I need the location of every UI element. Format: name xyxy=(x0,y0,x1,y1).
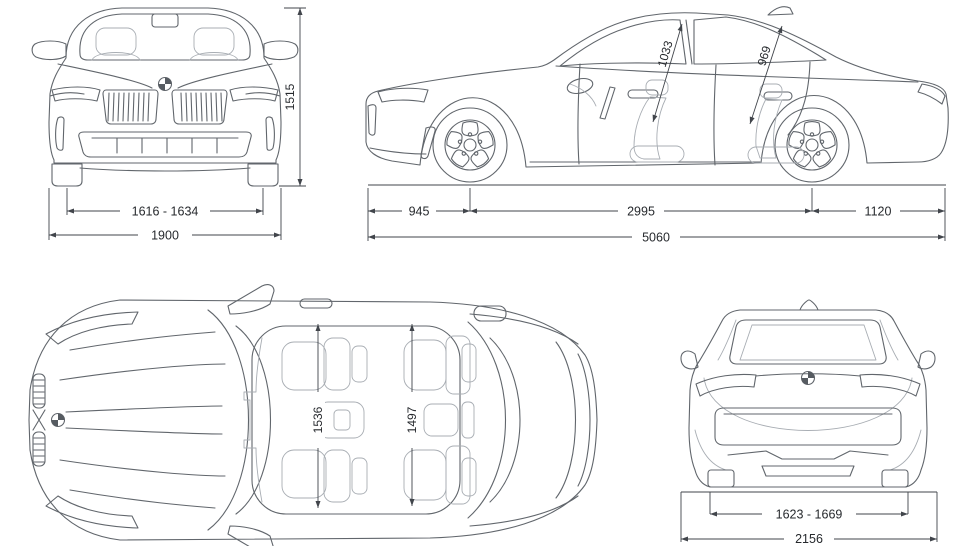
bumper-intake xyxy=(79,132,252,157)
rear-wheel-left xyxy=(708,470,734,487)
rear-car-body xyxy=(681,300,935,487)
mirror-bottom xyxy=(228,526,274,546)
dim-rear-width-label: 2156 xyxy=(795,532,823,546)
rear-window xyxy=(730,320,886,364)
kidney-grille-right xyxy=(172,90,227,124)
front-view xyxy=(0,0,330,250)
taillight-right xyxy=(860,374,920,396)
mirror-top xyxy=(228,285,274,314)
front-wheel-left xyxy=(52,164,82,186)
bmw-roundel-icon xyxy=(802,372,815,385)
dim-front-track xyxy=(67,188,263,219)
dim-rear-interior-width xyxy=(399,324,419,506)
taillight-left xyxy=(696,374,756,396)
dim-wheelbase xyxy=(470,205,812,219)
dim-front-interior-width-label: 1536 xyxy=(311,406,325,434)
front-car-body xyxy=(32,8,298,186)
side-view xyxy=(330,0,967,250)
trunk-lines xyxy=(556,342,590,498)
headlight xyxy=(378,88,428,102)
dim-length xyxy=(368,231,945,245)
dim-front-interior-width xyxy=(305,324,325,508)
dim-front-height-label: 1515 xyxy=(283,83,297,111)
dim-rear-track xyxy=(710,508,908,522)
kidney-grille-left xyxy=(103,90,158,124)
dim-front-overhang xyxy=(368,205,470,219)
side-car-body xyxy=(366,7,948,182)
corner-intake-left xyxy=(56,117,64,150)
side-mirror-right xyxy=(264,41,298,60)
trunk-arc xyxy=(704,378,912,431)
corner-intake-right xyxy=(266,117,274,150)
headrest-right xyxy=(194,28,234,55)
dim-rear-headroom xyxy=(750,26,782,124)
headlight-sweep-top xyxy=(46,312,138,344)
mirror-right xyxy=(918,351,935,369)
interior-mirror xyxy=(152,14,178,27)
dim-front-width-label: 1900 xyxy=(151,228,179,243)
nose-grille xyxy=(368,105,376,135)
headlight-sweep-bottom xyxy=(46,496,138,528)
dim-length-label: 5060 xyxy=(642,230,670,245)
rear-bumper xyxy=(695,408,921,476)
dim-front-overhang-label: 945 xyxy=(408,204,430,219)
bmw-roundel-icon xyxy=(159,78,172,91)
dim-wheelbase-label: 2995 xyxy=(627,204,655,219)
headrest-left xyxy=(96,28,136,55)
top-view xyxy=(0,280,640,546)
dim-rear-width xyxy=(681,532,937,546)
front-wheel xyxy=(433,108,507,182)
dim-front-track-label: 1616 - 1634 xyxy=(131,204,199,219)
dim-rear-overhang-label: 1120 xyxy=(864,204,892,219)
dim-rear-headroom-label: 969 xyxy=(754,44,774,68)
b-pillar xyxy=(686,20,692,64)
dim-front-headroom-label: 1033 xyxy=(654,39,676,69)
side-mirror xyxy=(566,76,595,96)
front-wheel-right xyxy=(248,164,278,186)
rear-wheel xyxy=(775,108,849,182)
roof-panel xyxy=(252,326,460,514)
interior xyxy=(244,336,476,504)
dim-rear-overhang xyxy=(812,205,945,219)
wiper xyxy=(600,87,615,119)
antenna-fin xyxy=(800,300,818,310)
dim-rear-track-label: 1623 - 1669 xyxy=(775,507,843,522)
mirror-left xyxy=(681,351,698,369)
side-mirror-left xyxy=(32,41,66,60)
roof-fin xyxy=(768,7,793,15)
bmw-roundel-icon xyxy=(52,414,65,427)
rear-wheel-right xyxy=(882,470,908,487)
hood-sweeps xyxy=(60,332,225,508)
taillight xyxy=(918,84,945,104)
grille-hatch xyxy=(33,374,45,466)
rear-view xyxy=(640,280,967,546)
dim-front-height xyxy=(279,8,306,186)
dim-rear-interior-width-label: 1497 xyxy=(405,406,419,434)
